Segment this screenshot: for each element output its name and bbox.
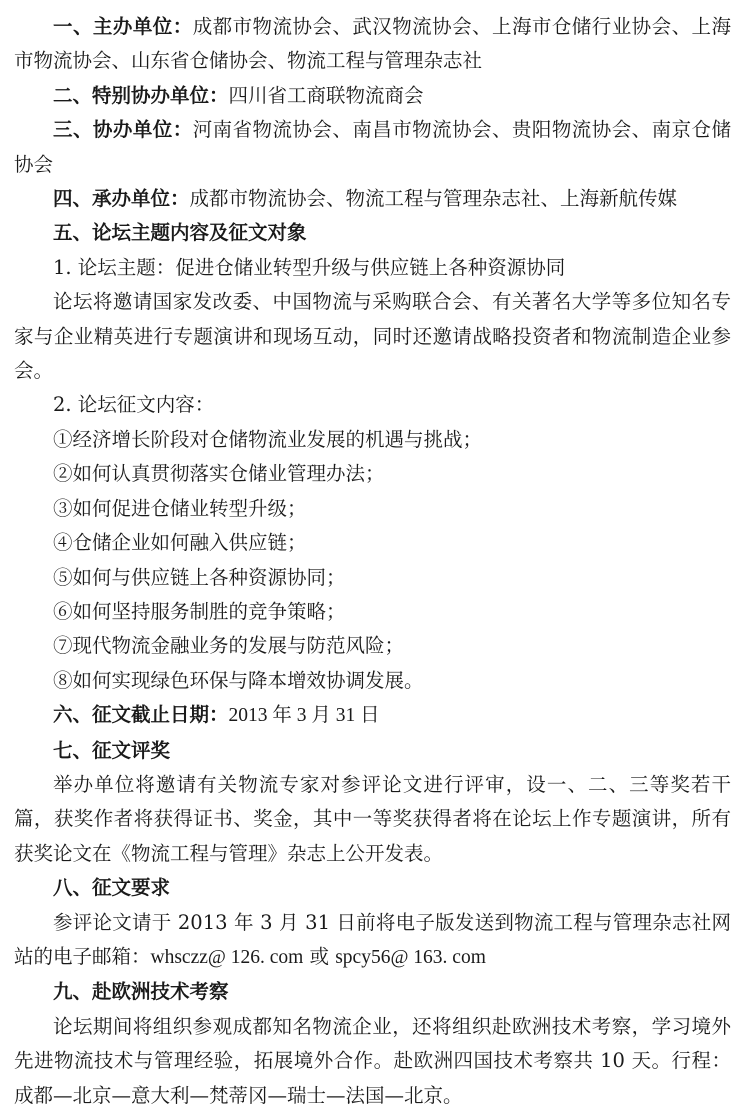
section-co-organizers [14,113,731,182]
requirements-text-main: 参评论文请于 2013 年 3 月 31 日前将电子版发送到物流工程与管理杂志社网站的电子邮箱： [14,910,731,968]
special-co-organizer-heading: 二、特别协办单位： [53,83,229,107]
award-heading: 七、征文评奖 [53,738,171,762]
deadline-heading: 六、征文截止日期： [53,703,229,727]
organizers-heading: 一、主办单位： [53,15,193,38]
forum-topics-intro: 2. 论坛征文内容： [53,393,215,417]
forum-topic-item: ⑥如何坚持服务制胜的竞争策略； [53,599,346,623]
forum-topic-item: ⑧如何实现绿色环保与降本增效协调发展。 [53,668,424,692]
requirements-heading: 八、征文要求 [53,876,171,900]
forum-theme-line: 1. 论坛主题：促进仓储业转型升级与供应链上各种资源协同 [53,255,566,279]
award-text: 举办单位将邀请有关物流专家对参评论文进行评审，设一、二、三等奖若干篇，获奖作者将获得证书、奖金，其中一等奖获得者将在论坛上作专题演讲，所有获奖论文在《物流工程与管理》杂志上公开发表。 [14,772,731,865]
email-separator: 或 [303,944,336,968]
co-organizers-heading: 三、协办单位： [53,118,193,142]
undertakers-heading: 四、承办单位： [53,187,190,211]
forum-topic-item: ②如何认真贯彻落实仓储业管理办法； [53,462,385,486]
deadline-date: 2013 年 3 月 31 日 [228,705,380,727]
forum-topic-item: ①经济增长阶段对仓储物流业发展的机遇与挑战； [53,427,483,451]
forum-topic-item: ⑤如何与供应链上各种资源协同； [53,565,346,589]
section-undertakers [14,182,731,216]
email-address-1: whsczz@ 126. com [150,946,304,968]
forum-theme-heading: 五、论坛主题内容及征文对象 [53,221,307,245]
forum-topic-item: ③如何促进仓储业转型升级； [53,496,307,520]
forum-topic-item: ⑦现代物流金融业务的发展与防范风险； [53,634,405,658]
section-deadline [14,698,731,733]
co-organizers-text: 河南省物流协会、南昌市物流协会、贵阳物流协会、南京仓储协会 [14,118,731,176]
europe-trip-heading: 九、赴欧洲技术考察 [53,980,229,1004]
europe-trip-text: 论坛期间将组织参观成都知名物流企业，还将组织赴欧洲技术考察，学习境外先进物流技术与管理经验，拓展境外合作。赴欧洲四国技术考察共 10 天。行程：成都—北京—意大利—梵蒂冈—瑞士—法国—北京。 [14,1014,731,1107]
requirements-text [14,906,731,976]
section-special-co-organizer [14,79,731,113]
email-address-2: spcy56@ 163. com [335,946,486,968]
undertakers-text: 成都市物流协会、物流工程与管理杂志社、上海新航传媒 [189,187,678,211]
document-page [14,10,731,1113]
section-organizers [14,10,731,79]
special-co-organizer-text: 四川省工商联物流商会 [228,83,424,107]
forum-description: 论坛将邀请国家发改委、中国物流与采购联合会、有关著名大学等多位知名专家与企业精英进行专题演讲和现场互动，同时还邀请战略投资者和物流制造企业参会。 [14,290,731,383]
forum-topic-item: ④仓储企业如何融入供应链； [53,531,307,555]
organizers-text: 成都市物流协会、武汉物流协会、上海市仓储行业协会、上海市物流协会、山东省仓储协会、物流工程与管理杂志社 [14,15,731,73]
